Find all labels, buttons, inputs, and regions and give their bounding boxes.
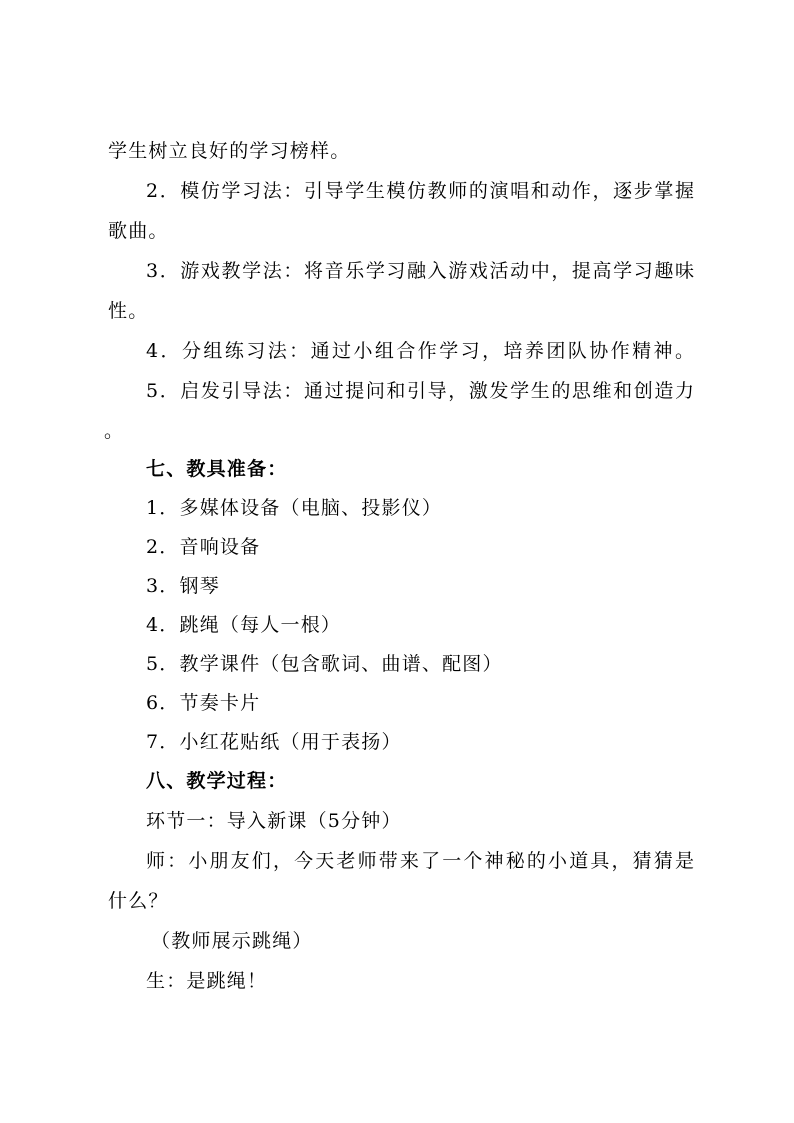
paragraph-line: 歌曲。 (108, 220, 169, 242)
teaching-aid-item: 5．教学课件（包含歌词、曲谱、配图） (146, 653, 503, 675)
teaching-aid-item: 2．音响设备 (146, 536, 261, 558)
method-5-line: 5．启发引导法：通过提问和引导，激发学生的思维和创造力 (146, 380, 694, 402)
paragraph-line: 。 (104, 420, 125, 442)
paragraph-line: 性。 (108, 300, 149, 322)
method-3-line: 3．游戏教学法：将音乐学习融入游戏活动中，提高学习趣味 (146, 260, 694, 282)
section-8-heading: 八、教学过程： (146, 770, 288, 792)
teaching-aid-item: 7．小红花贴纸（用于表扬） (146, 731, 402, 753)
teacher-line-continued: 什么？ (108, 890, 169, 912)
step-1-title: 环节一：导入新课（5分钟） (146, 810, 402, 832)
teaching-aid-item: 1．多媒体设备（电脑、投影仪） (146, 497, 443, 519)
method-4-line: 4．分组练习法：通过小组合作学习，培养团队协作精神。 (146, 340, 694, 362)
method-2-line: 2．模仿学习法：引导学生模仿教师的演唱和动作，逐步掌握 (146, 180, 694, 202)
stage-direction: （教师展示跳绳） (151, 930, 313, 952)
teacher-line: 师：小朋友们，今天老师带来了一个神秘的小道具，猜猜是 (146, 850, 694, 872)
student-line: 生：是跳绳！ (146, 970, 268, 992)
teaching-aid-item: 6．节奏卡片 (146, 692, 261, 714)
section-7-heading: 七、教具准备： (146, 458, 288, 480)
paragraph-line: 学生树立良好的学习榜样。 (108, 140, 351, 162)
teaching-aid-item: 3．钢琴 (146, 575, 220, 597)
teaching-aid-item: 4．跳绳（每人一根） (146, 614, 342, 636)
